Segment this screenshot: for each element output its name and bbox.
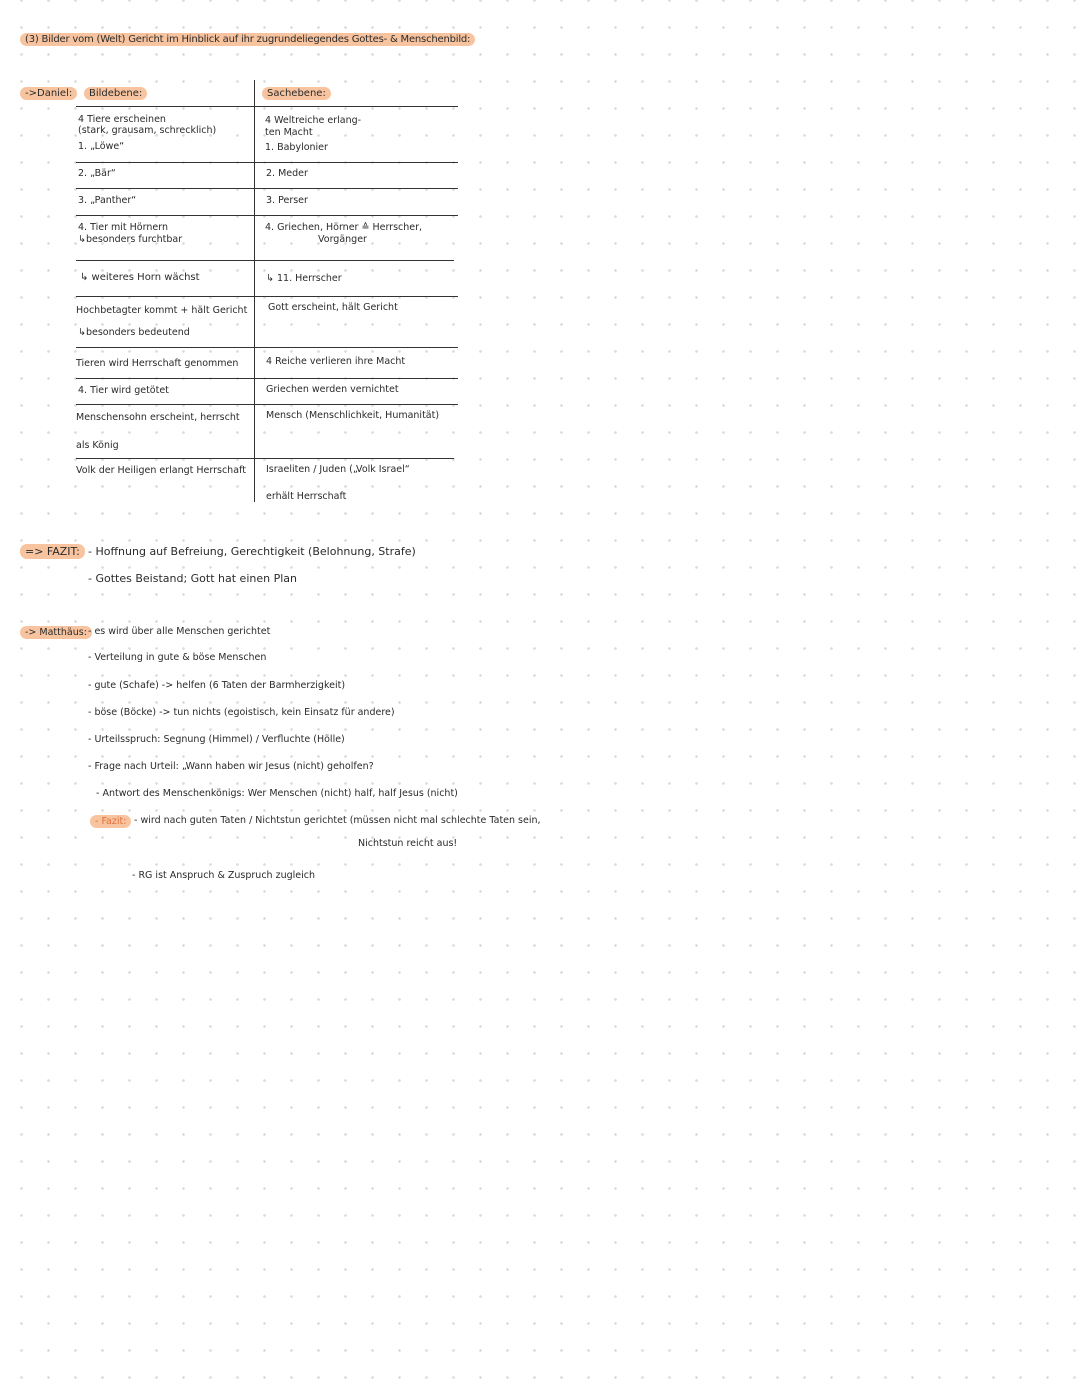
table-cell-left: ↳ weiteres Horn wächst — [80, 272, 200, 283]
table-cell-left: 4. Tier mit Hörnern — [78, 222, 168, 233]
matthaeus-line: - gute (Schafe) -> helfen (6 Taten der Barmherzigkeit) — [88, 680, 346, 691]
table-rule — [76, 378, 458, 379]
table-cell-left: ↳besonders bedeutend — [78, 327, 190, 338]
table-cell-right: ↳ 11. Herrscher — [266, 273, 342, 284]
matthaeus-line: - Verteilung in gute & böse Menschen — [88, 652, 267, 663]
table-column-divider — [254, 80, 255, 502]
table-cell-left: Hochbetagter kommt + hält Gericht — [76, 305, 248, 316]
bildebene-header: Bildebene: — [84, 87, 147, 100]
matthaeus-final-line: - RG ist Anspruch & Zuspruch zugleich — [132, 870, 315, 881]
matthaeus-line: - Frage nach Urteil: „Wann haben wir Jesus (nicht) geholfen? — [88, 761, 374, 772]
table-cell-left: Tieren wird Herrschaft genommen — [76, 358, 239, 369]
table-rule — [76, 404, 458, 405]
table-cell-right: 2. Meder — [266, 168, 308, 179]
table-cell-left: (stark, grausam, schrecklich) — [78, 125, 217, 136]
table-cell-right: 4. Griechen, Hörner ≙ Herrscher, — [265, 222, 423, 233]
table-cell-right: Vorgänger — [318, 234, 367, 245]
table-cell-left: Menschensohn erscheint, herrscht — [76, 412, 240, 423]
table-cell-left: als König — [76, 440, 119, 451]
table-cell-right: ten Macht — [265, 127, 313, 138]
table-cell-left: Volk der Heiligen erlangt Herrschaft — [76, 465, 246, 476]
table-cell-right: 4 Reiche verlieren ihre Macht — [266, 356, 406, 367]
table-cell-left: 4. Tier wird getötet — [78, 385, 169, 396]
table-rule — [76, 188, 458, 189]
table-rule — [76, 162, 458, 163]
table-cell-left: 4 Tiere erscheinen — [78, 114, 166, 125]
table-cell-right: Israeliten / Juden („Volk Israel“ — [266, 464, 410, 475]
fazit-line: - Gottes Beistand; Gott hat einen Plan — [88, 572, 297, 585]
table-rule — [76, 347, 458, 348]
table-cell-right: Mensch (Menschlichkeit, Humanität) — [266, 410, 440, 421]
table-cell-right: Griechen werden vernichtet — [266, 384, 399, 395]
matthaeus-fazit-line: Nichtstun reicht aus! — [358, 838, 458, 849]
page-heading: (3) Bilder vom (Welt) Gericht im Hinblick auf ihr zugrundeliegendes Gottes- & Menschenbild: — [20, 33, 475, 46]
table-cell-right: Gott erscheint, hält Gericht — [268, 302, 398, 313]
matthaeus-line: - Antwort des Menschenkönigs: Wer Menschen (nicht) half, half Jesus (nicht) — [96, 788, 458, 799]
matthaeus-fazit-line: - wird nach guten Taten / Nichtstun gerichtet (müssen nicht mal schlechte Taten sein, — [134, 815, 541, 826]
table-cell-left: ↳besonders furchtbar — [78, 234, 183, 245]
table-cell-left: 1. „Löwe“ — [78, 141, 125, 152]
fazit-label: => FAZIT: — [20, 544, 85, 559]
table-cell-right: 4 Weltreiche erlang- — [265, 115, 362, 126]
fazit-line: - Hoffnung auf Befreiung, Gerechtigkeit (Belohnung, Strafe) — [88, 545, 416, 558]
matthaeus-line: - Urteilsspruch: Segnung (Himmel) / Verfluchte (Hölle) — [88, 734, 345, 745]
daniel-label: ->Daniel: — [20, 87, 77, 100]
table-rule — [76, 296, 458, 297]
table-rule — [76, 458, 454, 459]
table-cell-left: 3. „Panther“ — [78, 195, 137, 206]
table-rule — [76, 260, 454, 261]
matthaeus-fazit-label: - Fazit: — [90, 815, 131, 828]
sachebene-header: Sachebene: — [262, 87, 331, 100]
table-cell-right: erhält Herrschaft — [266, 491, 347, 502]
table-cell-right: 1. Babylonier — [265, 142, 328, 153]
table-cell-right: 3. Perser — [266, 195, 308, 206]
matthaeus-label: -> Matthäus: — [20, 626, 92, 639]
matthaeus-line: - böse (Böcke) -> tun nichts (egoistisch, kein Einsatz für andere) — [88, 707, 395, 718]
table-cell-left: 2. „Bär“ — [78, 168, 116, 179]
table-rule — [76, 106, 458, 107]
table-rule — [76, 215, 458, 216]
matthaeus-line: - es wird über alle Menschen gerichtet — [88, 626, 271, 637]
